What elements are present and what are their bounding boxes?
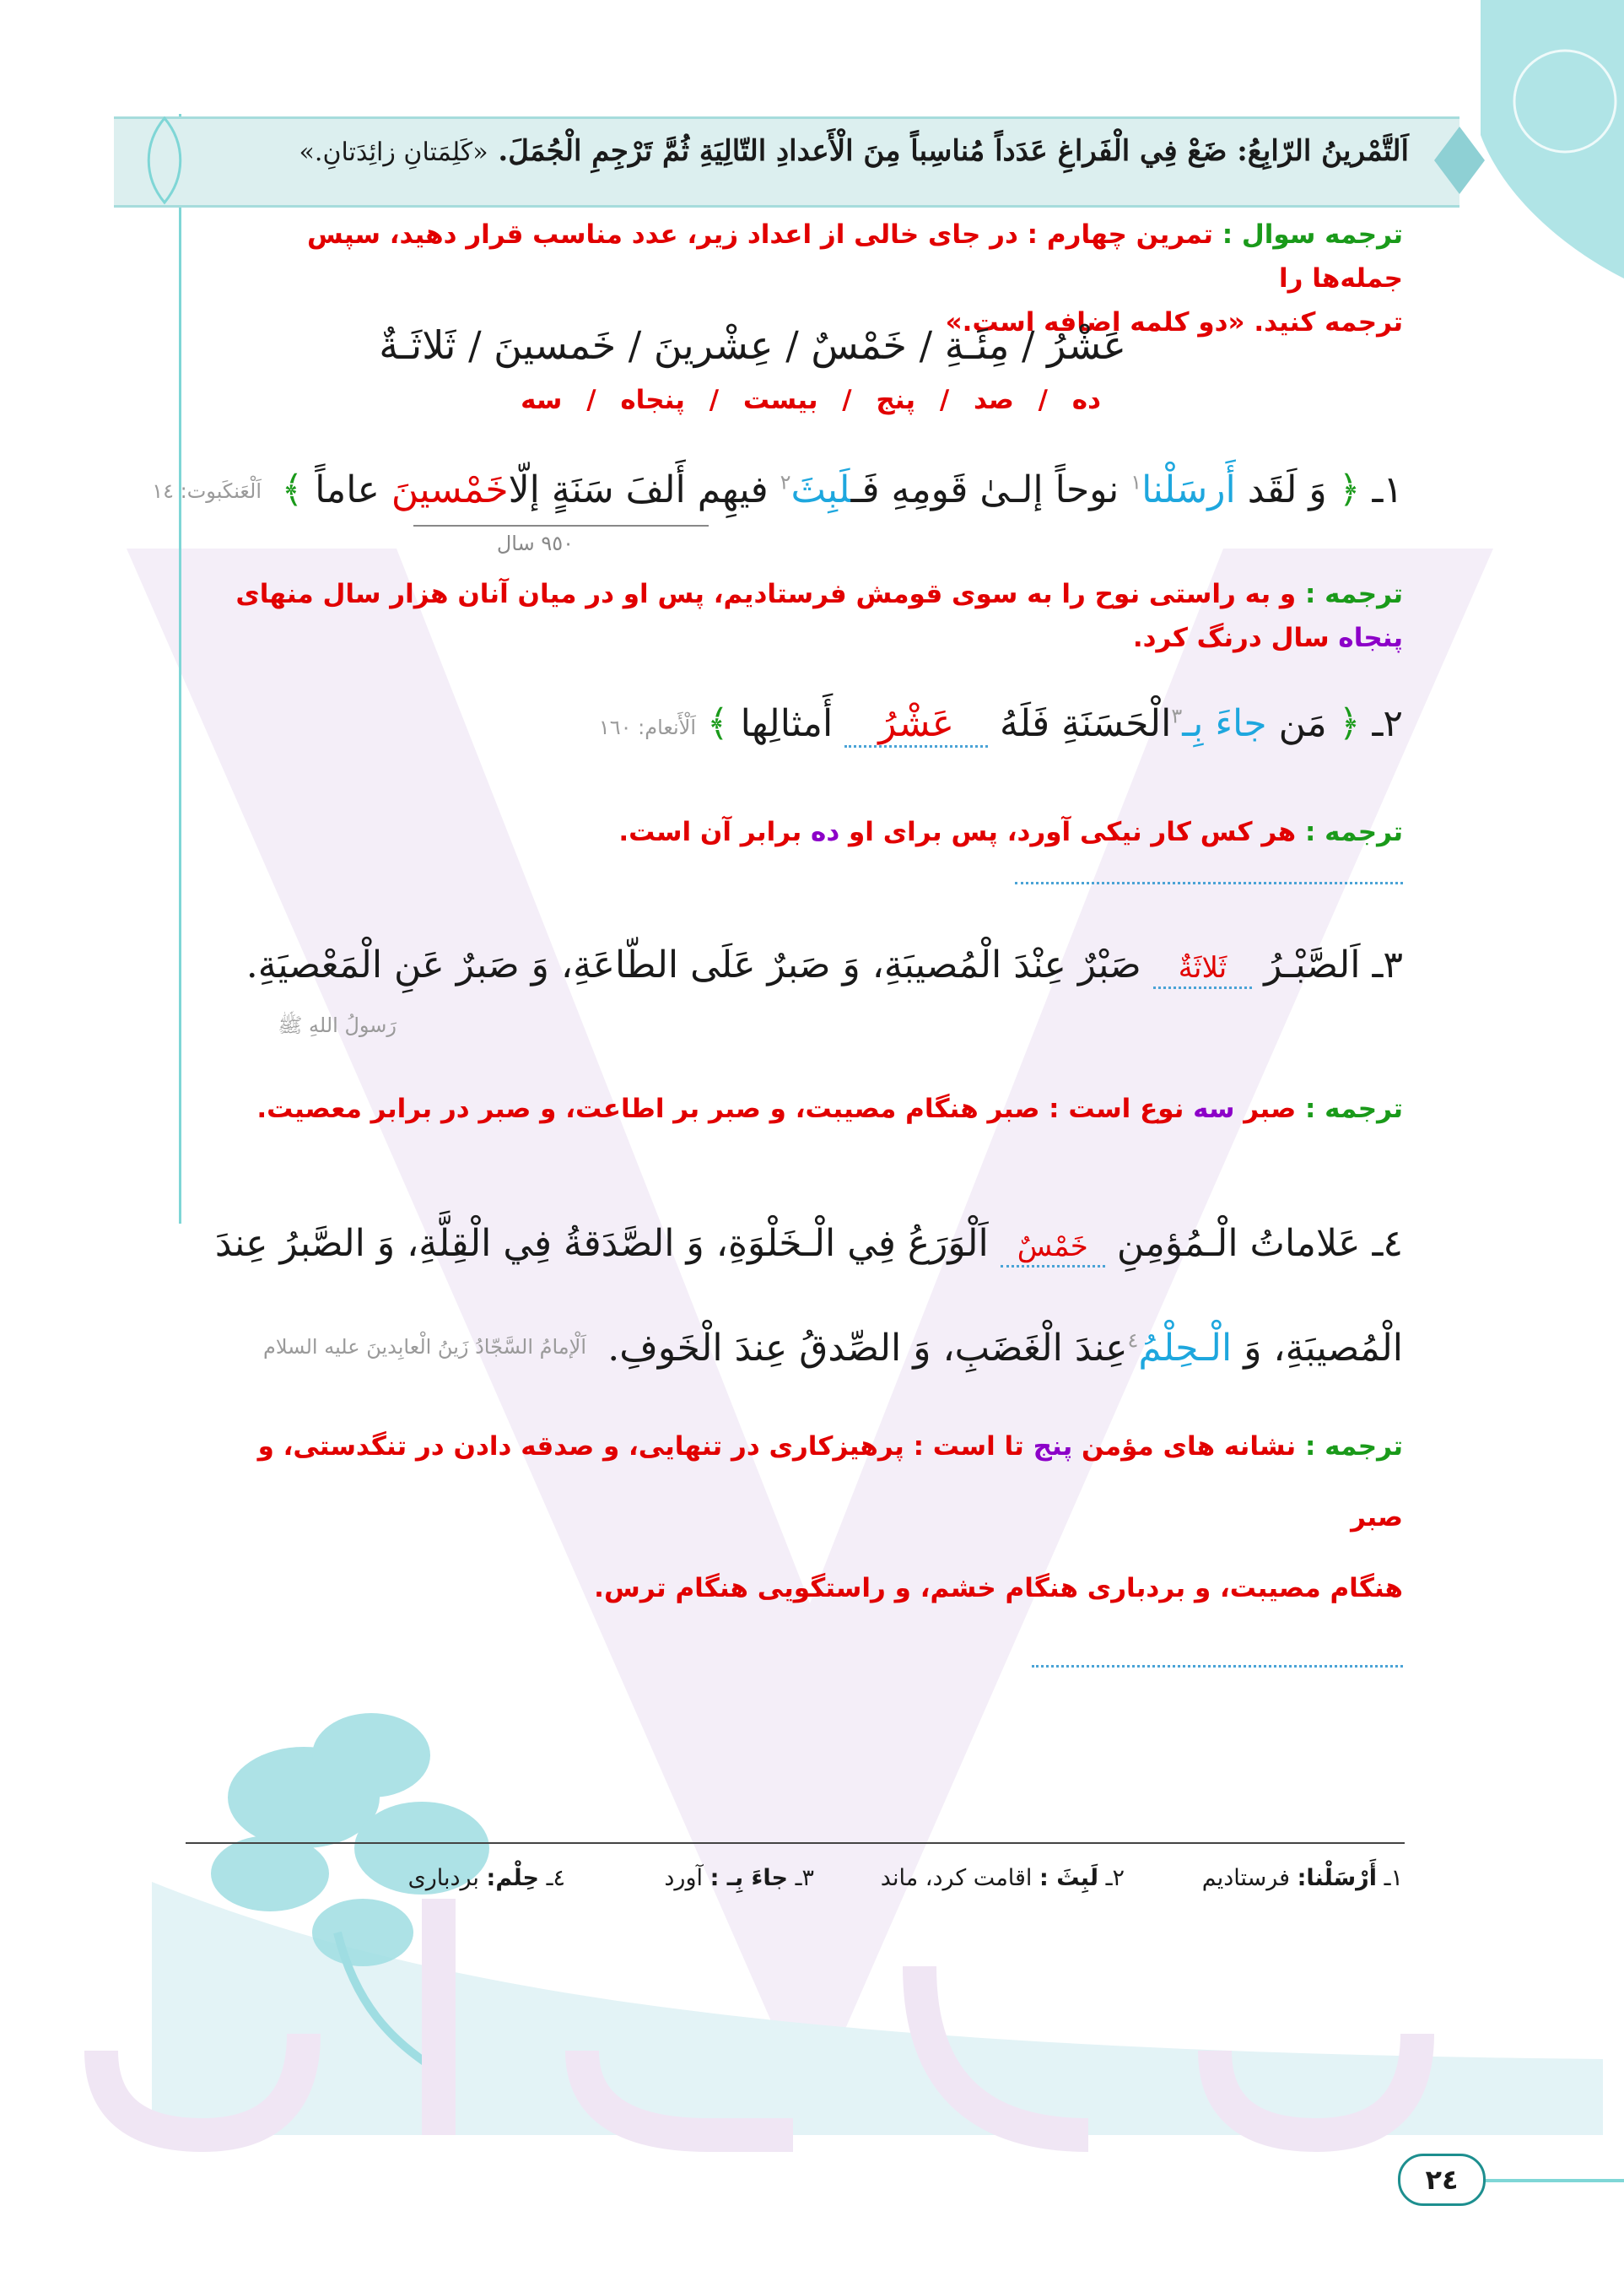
item3-answer: ثَلاثَةٌ bbox=[1178, 951, 1227, 985]
item2-sentence bbox=[707, 702, 1403, 748]
item2-reference: اَلْأَنعام: ١٦٠ bbox=[598, 716, 696, 739]
item4-translation-dots bbox=[1032, 1665, 1403, 1668]
numbers-persian bbox=[521, 385, 1101, 415]
footnote-2-number: ٢ـ bbox=[1105, 1865, 1125, 1891]
persian-sep-2: / bbox=[939, 385, 950, 415]
footnote-4-meaning: بردباری bbox=[407, 1865, 479, 1891]
banner-ornament-left-icon bbox=[118, 110, 211, 211]
persian-num-1: ده bbox=[1071, 385, 1101, 415]
footnote-3-meaning: آورد bbox=[664, 1865, 703, 1891]
page-number: ٢٤ bbox=[1398, 2154, 1486, 2206]
question-translation-text2: ترجمه کنید. «دو کلمه اضافه است.» bbox=[945, 307, 1403, 338]
footnote-1 bbox=[1202, 1865, 1403, 1891]
item2-answer: عَشْرُ bbox=[878, 702, 954, 745]
item4-footnote-mark: ٤ bbox=[1127, 1328, 1139, 1353]
item2-word-jaaba: جاءَ بِـ bbox=[1182, 702, 1267, 745]
item2-number: ٢ـ bbox=[1372, 702, 1403, 745]
item4-reference: اَلْإمامُ السَّجّادُ زَينُ الْعابِدينَ عليه السلام bbox=[263, 1335, 586, 1359]
footnote-1-word: أَرْسَلْنا: bbox=[1297, 1865, 1377, 1891]
persian-num-5: پنجاه bbox=[620, 385, 685, 415]
footnote-2 bbox=[881, 1865, 1125, 1891]
footnote-2-meaning: اقامت کرد، ماند bbox=[880, 1865, 1033, 1891]
persian-sep-1: / bbox=[1038, 385, 1048, 415]
item4-text5: عِندَ الْغَضَبِ، وَ الصِّدقُ عِندَ الْخَوفِ. bbox=[607, 1327, 1128, 1370]
item1-text6: عاماً bbox=[315, 468, 380, 511]
item1-close-bracket: ﴾ bbox=[281, 468, 304, 511]
footnote-3 bbox=[664, 1865, 814, 1891]
item2-text4: أَمثالِها bbox=[740, 702, 834, 745]
item4-text2: اَلْوَرَعُ فِي الْـخَلْوَةِ، وَ الصَّدَقةُ فِي الْقِلَّةِ، وَ الصَّبرُ عِندَ bbox=[214, 1222, 989, 1265]
exercise-banner bbox=[114, 116, 1459, 208]
item4-translation-answer: پنج bbox=[1033, 1431, 1073, 1462]
persian-sep-4: / bbox=[709, 385, 720, 415]
item3-text2: صَبْرٌ عِنْدَ الْمُصيبَةِ، وَ صَبرٌ عَلَى الطّاعَةِ، وَ صَبرٌ عَنِ الْمَعْصيَةِ. bbox=[245, 943, 1141, 987]
item1-translation-text-b: سال درنگ کرد. bbox=[1132, 623, 1330, 653]
item4-text1: عَلاماتُ الْـمُؤمِنِ bbox=[1116, 1222, 1361, 1265]
item2-translation bbox=[222, 810, 1403, 898]
item1-note: ٩٥٠ سال bbox=[496, 532, 574, 555]
item4-sentence-line1 bbox=[215, 1222, 1403, 1268]
item2-text3: الْحَسَنَةِ فَلَهُ bbox=[999, 702, 1172, 745]
question-translation-line1 bbox=[222, 213, 1403, 300]
footnote-rule bbox=[186, 1842, 1405, 1844]
item4-translation-label: ترجمه : bbox=[1304, 1431, 1403, 1462]
footnote-4-word: حِلْم: bbox=[486, 1865, 539, 1891]
item1-number: ١ـ bbox=[1372, 468, 1403, 511]
item4-answer-blank bbox=[1001, 1222, 1105, 1268]
item3-reference: رَسولُ اللهِ ﷺ bbox=[278, 1014, 397, 1037]
item1-translation-answer: پنجاه bbox=[1338, 623, 1403, 653]
item1-answer: خَمْسينَ bbox=[391, 468, 509, 511]
item2-translation-dots bbox=[1015, 882, 1403, 884]
item2-answer-blank bbox=[844, 702, 988, 748]
footnote-3-word: جاءَ بِـ : bbox=[709, 1865, 788, 1891]
item1-text5: فيهِم أَلفَ سَنَةٍ إلّا bbox=[508, 468, 769, 511]
item3-text1: اَلصَّبْـرُ bbox=[1264, 943, 1361, 987]
item1-footnote-mark2: ٢ bbox=[780, 470, 791, 495]
item2-translation-text-a: هر کس کار نیکی آورد، پس برای او bbox=[849, 817, 1297, 847]
item1-footnote-mark1: ١ bbox=[1130, 470, 1142, 495]
persian-num-3: پنج bbox=[876, 385, 916, 415]
footnote-3-number: ٣ـ bbox=[795, 1865, 814, 1891]
exercise-title-text: اَلتَّمْرينُ الرّابِعُ: ضَعْ فِي الْفَراغِ عَدَداً مُناسِباً مِنَ الْأَعدادِ التّالِيَةِ ثُمَّ تَرْجِمِ الْجُمَلَ. bbox=[498, 134, 1409, 168]
footnote-4 bbox=[408, 1865, 565, 1891]
item2-translation-label: ترجمه : bbox=[1304, 817, 1403, 847]
item3-translation-label: ترجمه : bbox=[1304, 1094, 1403, 1124]
item4-word-hilm: الْـحِلْمُ bbox=[1138, 1327, 1233, 1370]
item1-text3: نوحاً إلـىٰ قَومِهِ فَـ bbox=[850, 468, 1120, 511]
item1-sentence bbox=[281, 468, 1403, 511]
item2-open-bracket: ﴿ bbox=[1338, 702, 1361, 745]
footnote-4-number: ٤ـ bbox=[546, 1865, 565, 1891]
item2-close-bracket: ﴾ bbox=[706, 702, 729, 745]
persian-sep-5: / bbox=[586, 385, 596, 415]
page-number-line bbox=[1481, 2179, 1624, 2182]
item1-word-arsalna: أَرسَلْنا bbox=[1141, 468, 1236, 511]
item3-number: ٣ـ bbox=[1372, 943, 1403, 987]
persian-num-4: بیست bbox=[742, 385, 818, 415]
item2-translation-answer: ده bbox=[811, 817, 840, 847]
footnote-1-number: ١ـ bbox=[1384, 1865, 1403, 1891]
item3-translation-answer: سه bbox=[1193, 1094, 1235, 1124]
item4-text3: الْمُصيبَةِ، وَ bbox=[1244, 1327, 1403, 1370]
question-translation-text1: تمرین چهارم : در جای خالی از اعداد زیر، عدد مناسب قرار دهید، سپس جمله‌ها را bbox=[307, 219, 1403, 294]
banner-ornament-icon bbox=[1434, 127, 1485, 194]
vertical-divider bbox=[179, 114, 181, 1224]
persian-num-6: سه bbox=[521, 385, 563, 415]
exercise-title bbox=[299, 134, 1409, 168]
item2-footnote-mark: ٣ bbox=[1171, 704, 1183, 728]
footnote-1-meaning: فرستادیم bbox=[1201, 1865, 1291, 1891]
persian-sep-3: / bbox=[842, 385, 852, 415]
item3-translation bbox=[222, 1087, 1403, 1131]
item1-answer-underline bbox=[413, 525, 709, 527]
item4-number: ٤ـ bbox=[1372, 1222, 1403, 1265]
item4-translation-line1 bbox=[222, 1411, 1403, 1553]
item2-translation-text-b: برابر آن است. bbox=[618, 817, 802, 847]
footnote-2-word: لَبِثَ : bbox=[1039, 1865, 1098, 1891]
item1-translation bbox=[222, 572, 1403, 660]
item3-answer-blank bbox=[1153, 943, 1252, 989]
persian-num-2: صد bbox=[973, 385, 1014, 415]
item3-translation-text-a: صبر bbox=[1244, 1094, 1297, 1124]
exercise-hint: «كَلِمَتانِ زائِدَتانِ.» bbox=[299, 138, 488, 167]
item1-text1: وَ لَقَد bbox=[1247, 468, 1327, 511]
item4-translation-text-a: نشانه های مؤمن bbox=[1082, 1431, 1297, 1462]
item1-translation-label: ترجمه : bbox=[1304, 579, 1403, 609]
item1-reference: اَلْعَنكَبوت: ١٤ bbox=[152, 479, 262, 503]
item4-translation-text-b: تا است : پرهیزکاری در تنهایی، و صدقه دادن در تنگدستی، و صبر bbox=[257, 1431, 1403, 1533]
item3-translation-text-b: نوع است : صبر هنگام مصیبت، و صبر بر اطاعت، و صبر در برابر معصیت. bbox=[256, 1094, 1184, 1124]
item4-sentence-line2 bbox=[607, 1327, 1403, 1370]
item1-open-bracket: ﴿ bbox=[1338, 468, 1361, 511]
item4-translation-text-c: هنگام مصیبت، و بردباری هنگام خشم، و راستگویی هنگام ترس. bbox=[594, 1573, 1403, 1603]
item4-translation bbox=[222, 1411, 1403, 1695]
item4-translation-line2 bbox=[222, 1553, 1403, 1695]
question-translation-label: ترجمه سوال : bbox=[1222, 219, 1403, 250]
item3-sentence bbox=[246, 943, 1403, 989]
item1-translation-text-a: و به راستی نوح را به سوی قومش فرستادیم، پس او در میان آنان هزار سال منهای bbox=[235, 579, 1297, 609]
item4-answer: خَمْسٌ bbox=[1017, 1230, 1088, 1263]
item2-text1: مَن bbox=[1278, 702, 1327, 745]
numbers-arabic: عَشْرُ / مِئَـةِ / خَمْسٌ / عِشْرينَ / خَمسينَ / ثَلاثَـةٌ bbox=[379, 322, 1126, 368]
item1-word-labitha: لَبِثَ bbox=[790, 468, 851, 511]
watermark-logo bbox=[34, 1797, 1468, 2152]
